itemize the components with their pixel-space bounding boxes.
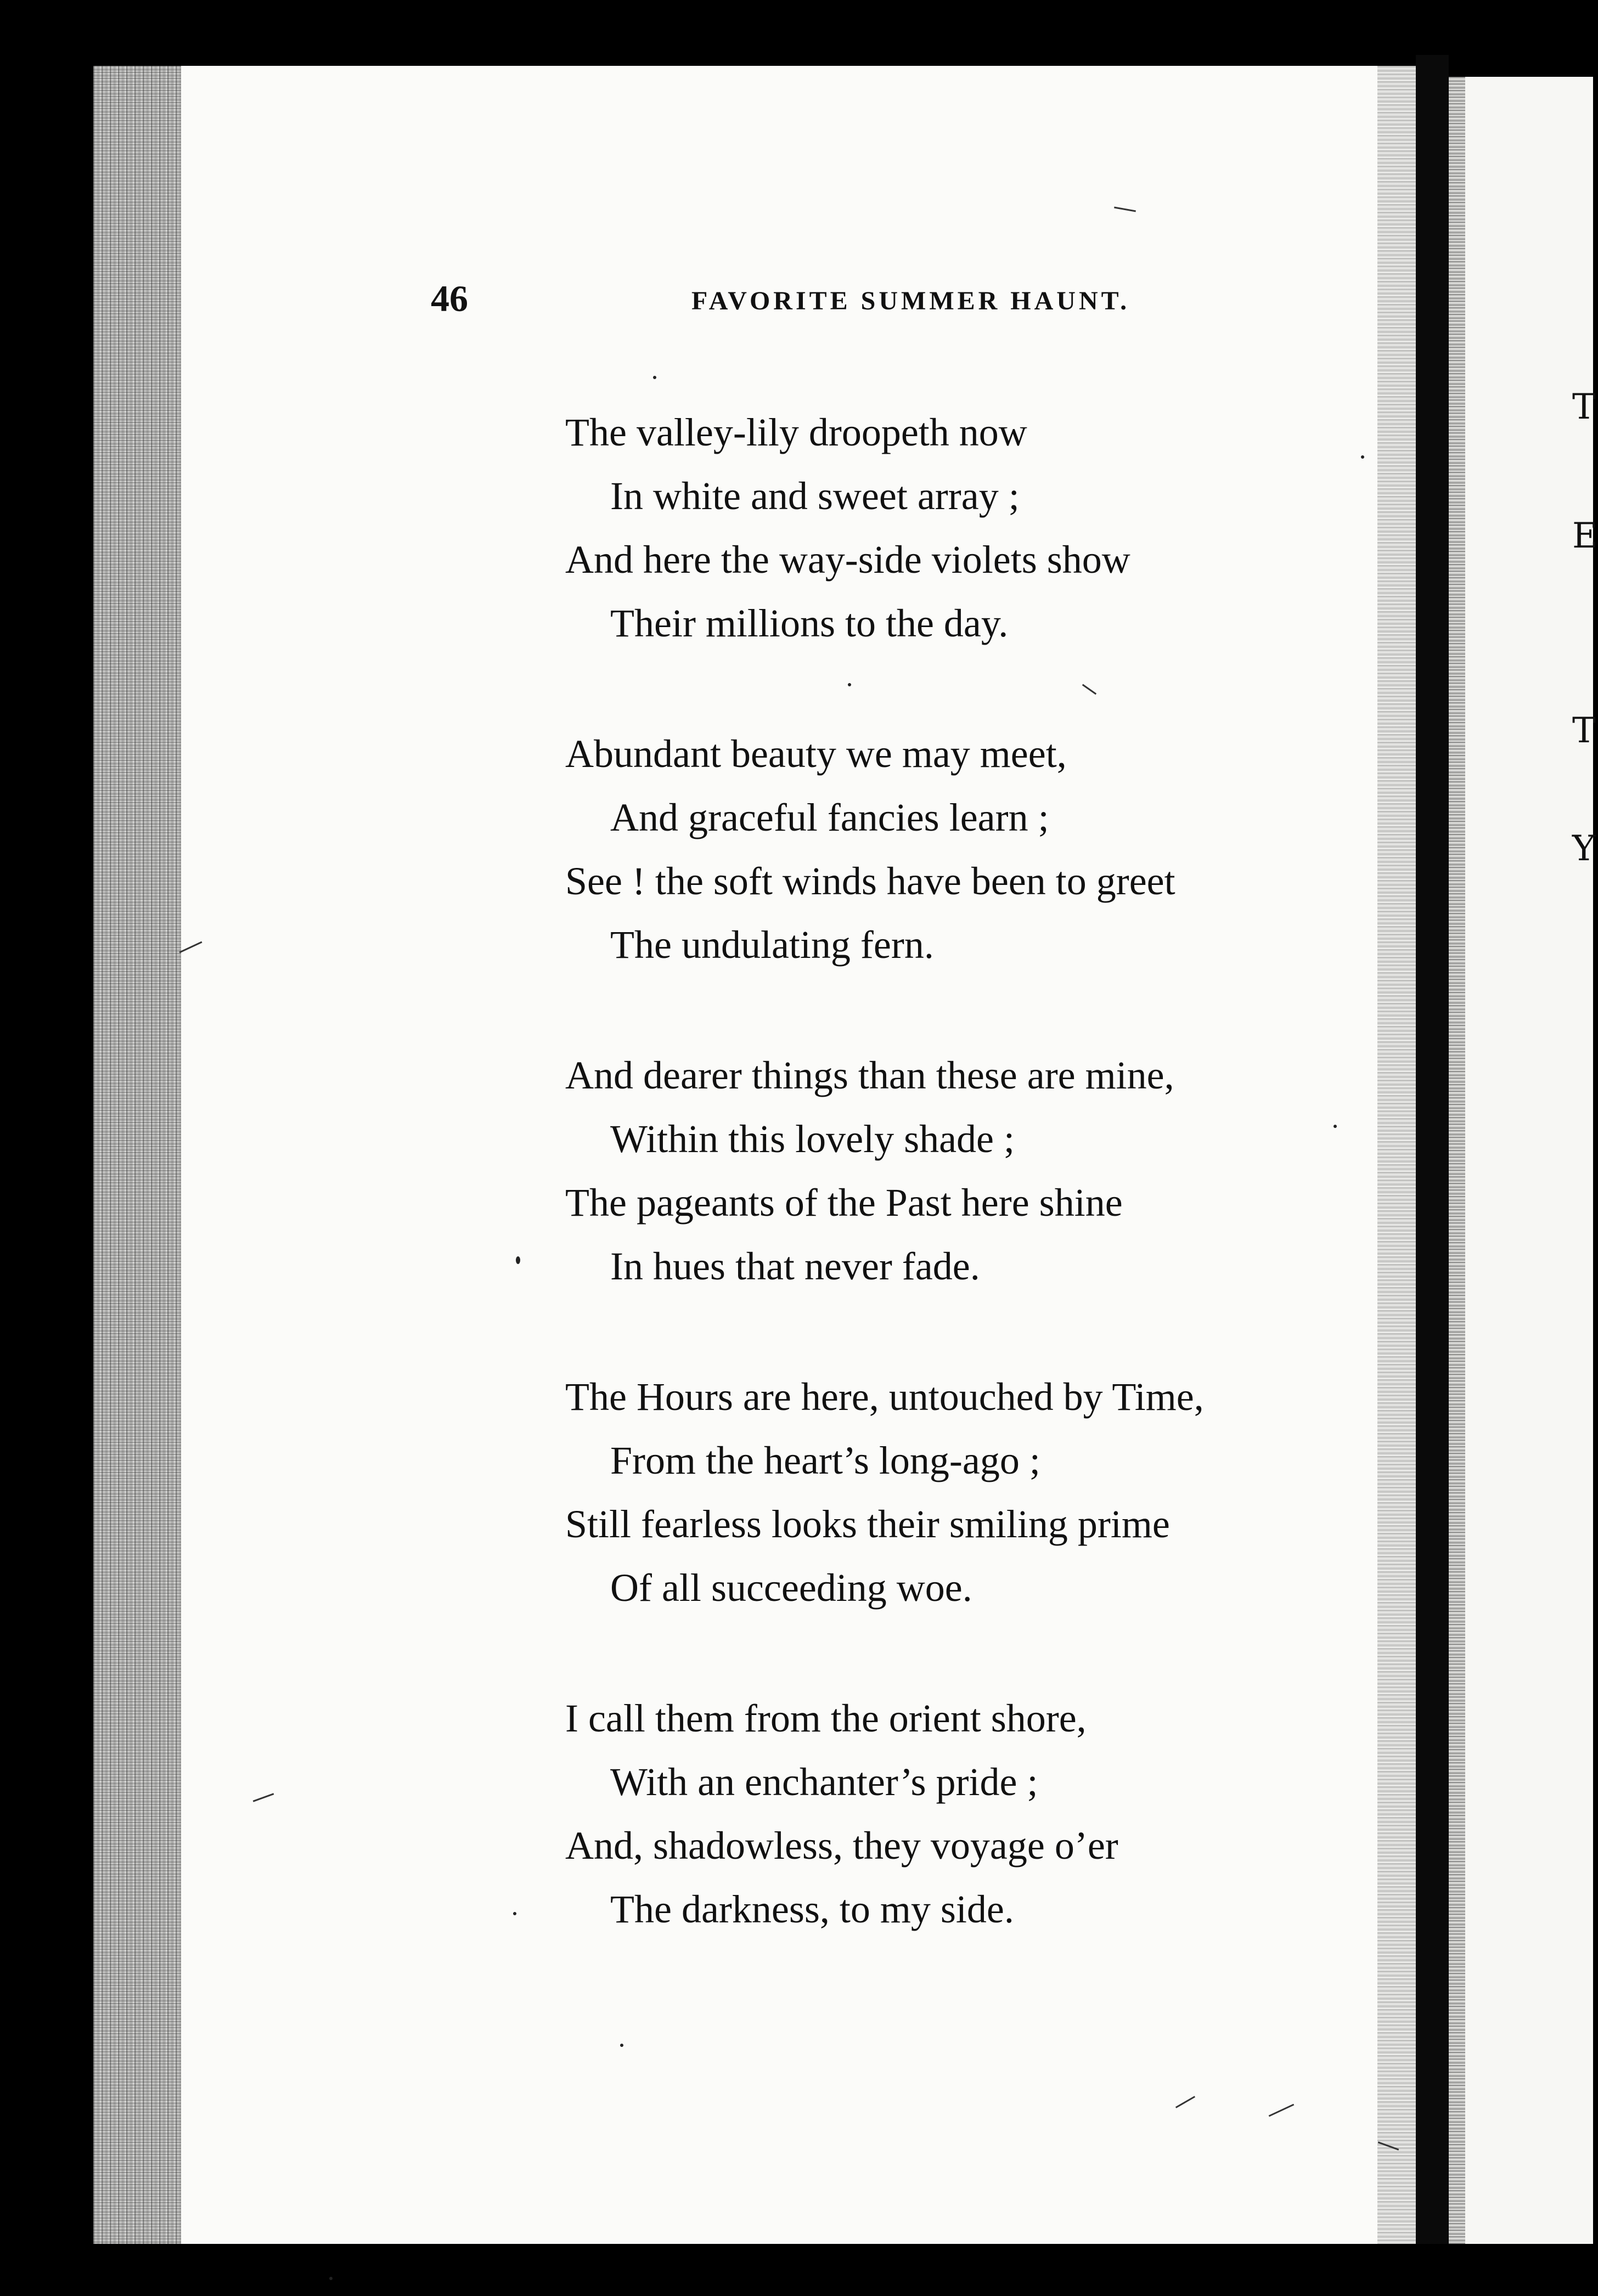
poem-line: And, shadowless, they voyage o’er — [565, 1824, 1118, 1868]
scan-speck — [513, 1912, 516, 1915]
scan-speck — [329, 2277, 333, 2280]
scan-speck — [1361, 455, 1364, 459]
stanza — [565, 1365, 1361, 1620]
poem-line: I call them from the orient shore, — [565, 1696, 1087, 1740]
poem-line: With an enchanter’s pride ; — [610, 1760, 1038, 1804]
poem-line: See ! the soft winds have been to greet — [565, 859, 1175, 903]
facing-page-letter: T — [1572, 387, 1596, 427]
poem — [565, 400, 1361, 2008]
poem-line: Abundant beauty we may meet, — [565, 732, 1067, 776]
stanza — [565, 722, 1361, 977]
poem-line: And dearer things than these are mine, — [565, 1053, 1174, 1097]
poem-line: Within this lovely shade ; — [610, 1117, 1015, 1161]
stanza — [565, 400, 1361, 655]
poem-line: Of all succeeding woe. — [610, 1566, 972, 1610]
poem-line: The undulating fern. — [610, 923, 934, 967]
poem-line: The Hours are here, untouched by Time, — [565, 1375, 1204, 1419]
scan-speck — [516, 1256, 520, 1264]
poem-line: The pageants of the Past here shine — [565, 1181, 1123, 1225]
stanza — [565, 1686, 1361, 1941]
scan-speck — [848, 683, 851, 686]
facing-page-edge — [1449, 77, 1465, 2244]
poem-line: And graceful fancies learn ; — [610, 796, 1049, 839]
facing-page-letter: Y — [1572, 828, 1596, 869]
poem-line: In hues that never fade. — [610, 1244, 980, 1288]
poem-line: In white and sweet array ; — [610, 474, 1020, 518]
facing-page-letter: E — [1572, 516, 1598, 556]
poem-line: Their millions to the day. — [610, 601, 1009, 645]
poem-line: The darkness, to my side. — [610, 1887, 1014, 1931]
book-spine — [1416, 55, 1449, 2244]
page-edge-shadow — [93, 66, 181, 2244]
running-title: FAVORITE SUMMER HAUNT. — [691, 286, 1130, 315]
poem-line: Still fearless looks their smiling prime — [565, 1502, 1170, 1546]
scan-speck — [1333, 1125, 1337, 1128]
scan-speck — [620, 2044, 623, 2047]
facing-page-letter: T — [1572, 710, 1596, 751]
facing-page — [1449, 77, 1598, 2244]
poem-line: From the heart’s long-ago ; — [610, 1438, 1040, 1482]
fold-shadow — [1377, 66, 1416, 2244]
poem-line: And here the way-side violets show — [565, 538, 1130, 582]
page-number: 46 — [431, 278, 468, 319]
stanza — [565, 1043, 1361, 1298]
poem-line: The valley-lily droopeth now — [565, 410, 1027, 454]
scan-speck — [653, 376, 656, 379]
